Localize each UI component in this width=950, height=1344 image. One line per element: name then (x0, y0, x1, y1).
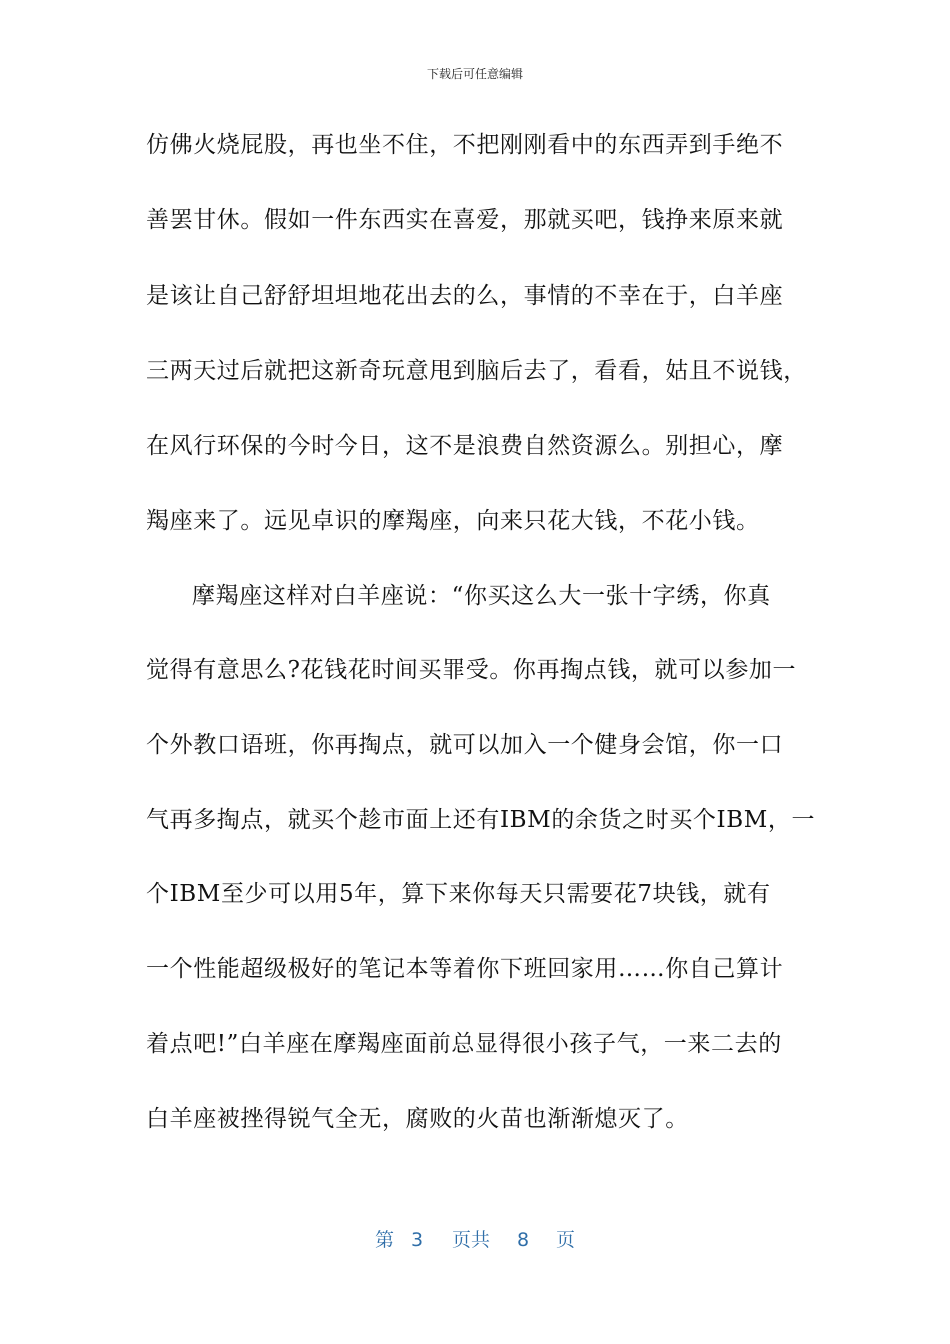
body-line: 气再多掏点，就买个趁市面上还有IBM的余货之时买个IBM，一 (146, 807, 816, 833)
paragraph-first-line: 摩羯座这样对白羊座说：“你买这么大一张十字绣，你真 (192, 583, 771, 609)
body-line: 在风行环保的今时今日，这不是浪费自然资源么。别担心，摩 (146, 433, 784, 459)
footer-middle: 页共 (452, 1229, 491, 1251)
body-line: 个外教口语班，你再掏点，就可以加入一个健身会馆，你一口 (146, 732, 784, 758)
body-line: 是该让自己舒舒坦坦地花出去的么，事情的不幸在于，白羊座 (146, 283, 784, 309)
footer-total-pages: 8 (517, 1229, 530, 1251)
body-line: 觉得有意思么?花钱花时间买罪受。你再掏点钱，就可以参加一 (146, 657, 797, 683)
body-line: 仿佛火烧屁股，再也坐不住，不把刚刚看中的东西弄到手绝不 (146, 132, 784, 158)
footer-suffix: 页 (556, 1229, 576, 1251)
page-footer (0, 1226, 950, 1254)
body-line: 个IBM至少可以用5年，算下来你每天只需要花7块钱，就有 (146, 881, 771, 907)
body-line: 着点吧!”白羊座在摩羯座面前总显得很小孩子气，一来二去的 (146, 1031, 782, 1057)
page-header: 下载后可任意编辑 (426, 67, 523, 81)
body-line: 羯座来了。远见卓识的摩羯座，向来只花大钱，不花小钱。 (146, 508, 760, 534)
footer-prefix: 第 (375, 1229, 395, 1251)
body-line: 三两天过后就把这新奇玩意甩到脑后去了，看看，姑且不说钱， (146, 358, 807, 384)
footer-current-page: 3 (411, 1229, 424, 1251)
body-line: 一个性能超级极好的笔记本等着你下班回家用……你自己算计 (146, 956, 784, 982)
body-line: 白羊座被挫得锐气全无，腐败的火苗也渐渐熄灭了。 (146, 1106, 689, 1132)
body-line: 善罢甘休。假如一件东西实在喜爱，那就买吧，钱挣来原来就 (146, 207, 784, 233)
